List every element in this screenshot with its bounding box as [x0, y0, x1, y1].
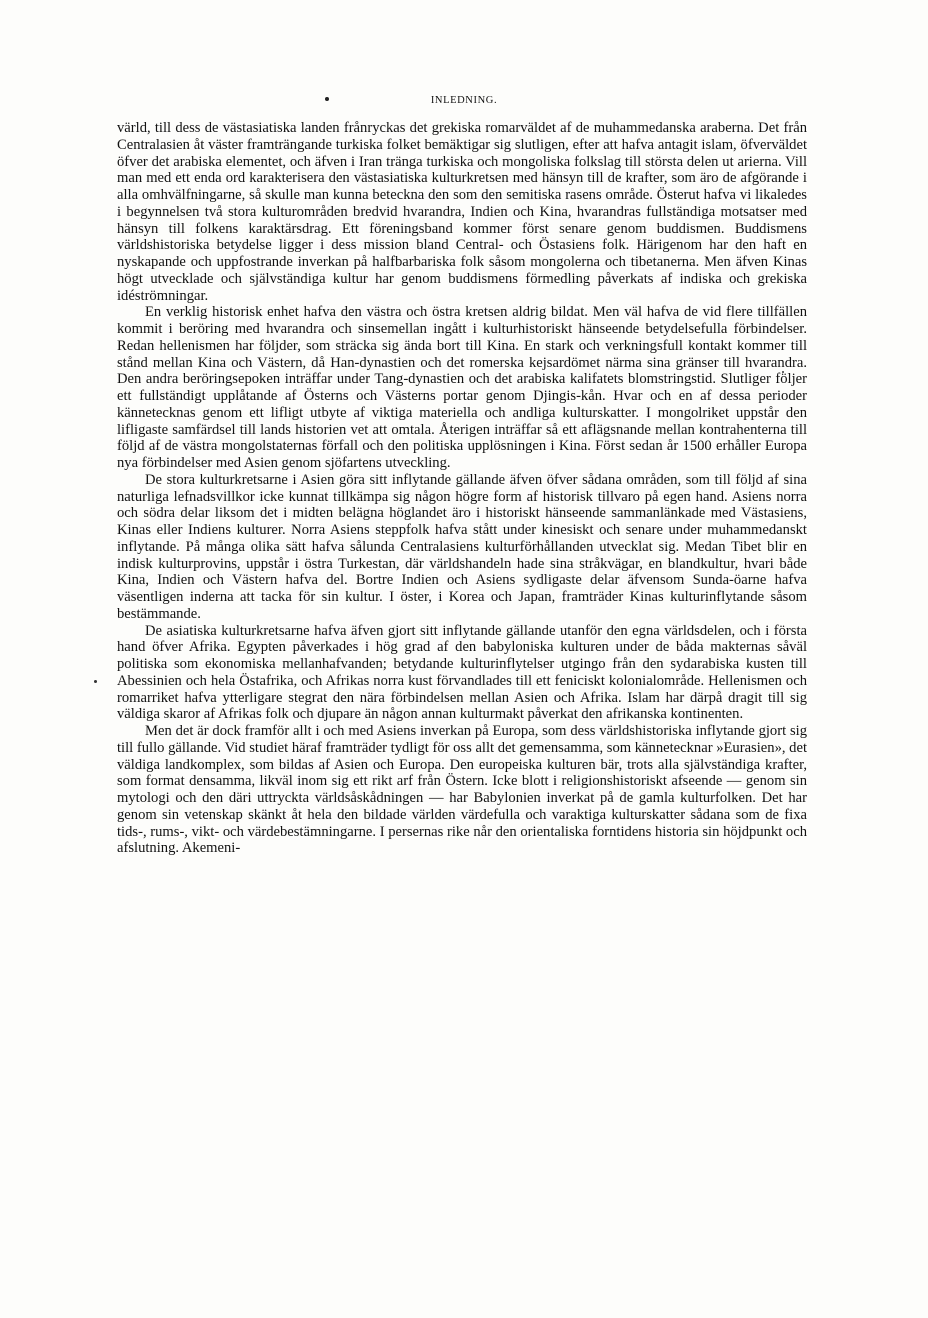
body-text	[117, 120, 807, 857]
paragraph-1: värld, till dess de västasiatiska landen frånryckas det grekiska romarväldet af de muhammedanska araberna. Det från Centralasien åt väster framträngande turkiska folket bemäktigar sig slutligen, efter att hafva antagit islam, öfverväldet öfver det arabiska elementet, och äfven i Iran tränga turkiska och mongoliska folkslag till största delen ut arierna. Vill man med ett enda ord karakterisera den västasiatiska kulturkretsen med hänsyn till de krafter, som äro de afgörande i alla omhvälfningarne, så skulle man kunna beteckna den som den semitiska rasens område. Österut hafva vi likaledes i begynnelsen två stora kulturområden bredvid hvarandra, Indien och Kina, hvarandras fullständiga motsatser med hänsyn till folkens karaktärsdrag. Ett föreningsband kommer först senare genom buddismen. Buddismens världshistoriska betydelse ligger i dess mission bland Central- och Östasiens folk. Härigenom har den haft en nyskapande och uppfostrande inverkan på halfbarbariska folk såsom mongolerna och tibetanerna. Men äfven Kinas högt utvecklade och självständiga kultur har genom buddismens förmedling påverkats af indiska och grekiska idéströmningar.	[117, 120, 807, 304]
running-title: INLEDNING.	[430, 95, 498, 106]
paragraph-2: En verklig historisk enhet hafva den västra och östra kretsen aldrig bildat. Men väl hafva de vid flere tillfällen kommit i beröring med hvarandra och sinsemellan ingått i kulturhistoriskt hänseende betydelsefulla förbindelser. Redan hellenismen har följder, som sträcka sig ända bort till Kina. En stark och verkningsfull kontakt kommer till stånd mellan Kina och Västern, då Han-dynastien och det romerska kejsardömet närma sina gränser till hvarandra. Den andra beröringsepoken inträffar under Tang-dynastien och det arabiska kalifatets blomstringstid. Slutliger följer ett fullständigt upplåtande af Österns och Västerns portar genom Djingis-kån. Hvar och en af dessa perioder kännetecknas genom ett lifligt utbyte af viktiga materiella och andliga kulturskatter. I mongolriket uppstår den lifligaste samfärdsel till lands historien vet att omtala. Återigen inträffar så ett aflägsnande mellan kontrahenterna till följd af de västra mongolstaternas förfall och den politiska upplösningen i Kina. Först sedan år 1500 erhåller Europa nya förbindelser med Asien genom sjöfartens utveckling.	[117, 304, 807, 471]
margin-speck	[94, 680, 97, 683]
paragraph-3: De stora kulturkretsarne i Asien göra sitt inflytande gällande äfven öfver sådana områden, som till följd af sina naturliga lefnadsvillkor icke kunnat tillkämpa sig någon högre form af historisk tillvaro på egen hand. Asiens norra och södra delar liksom det i midten belägna höglandet äro i historiskt hänseende sammanlänkade med Västasiens, Kinas eller Indiens kulturer. Norra Asiens steppfolk hafva stått under kinesiskt och senare under muhammedanskt inflytande. På många olika sätt hafva sålunda Centralasiens kulturförhållanden utvecklat sig. Medan Tibet blir en indisk kulturprovins, uppstår i östra Turkestan, där världshandeln hade sina stråkvägar, en blandkultur, hvari både Kina, Indien och Västern hafva del. Bortre Indien och Asiens sydligaste delar äfvensom Sunda-öarne hafva väsentligen inderna att tacka för sin kultur. I öster, i Korea och Japan, framträder Kinas kulturinflytande såsom bestämmande.	[117, 471, 807, 622]
paragraph-4: De asiatiska kulturkretsarne hafva äfven gjort sitt inflytande gällande utanför den egna världsdelen, och i första hand öfver Afrika. Egypten påverkades i hög grad af den babyloniska kulturen under de båda makternas såväl politiska som ekonomiska mellanhafvanden; betydande kulturinflytelser utgingo från den sydarabiska kusten till Abessinien och hela Östafrika, och Afrikas norra kust förvandlades till ett feniciskt kolonialområde. Hellenismen och romarriket hafva ytterligare stegrat den nära förbindelsen mellan Asien och Afrika. Islam har därpå dragit till sig väldiga skaror af Afrikas folk och djupare än någon annan kulturmakt påverkat den afrikanska kontinenten.	[117, 622, 807, 723]
paragraph-5: Men det är dock framför allt i och med Asiens inverkan på Europa, som dess världshistoriska inflytande gjort sig till fullo gällande. Vid studiet häraf framträder tydligt för oss allt det gemensamma, som kännetecknar »Eurasien», det väldiga landkomplex, som bildas af Asien och Europa. Den europeiska kulturen bär, trots alla självständiga krafter, som format densamma, likväl inom sig ett rikt arf från Östern. Icke blott i religionshistoriskt afseende — genom sin mytologi och den däri uttryckta världsåskådningen — har Babylonien inverkat på de gamla kulturfolken. Det har genom sin vetenskap skänkt åt hela den bildade världen värdefulla och varaktiga kulturskatter sådana som de fixa tids-, rums-, vikt- och värdebestämningarne. I persernas rike når den orientaliska forntidens historia sin höjdpunkt och afslutning. Akemeni-	[117, 723, 807, 857]
